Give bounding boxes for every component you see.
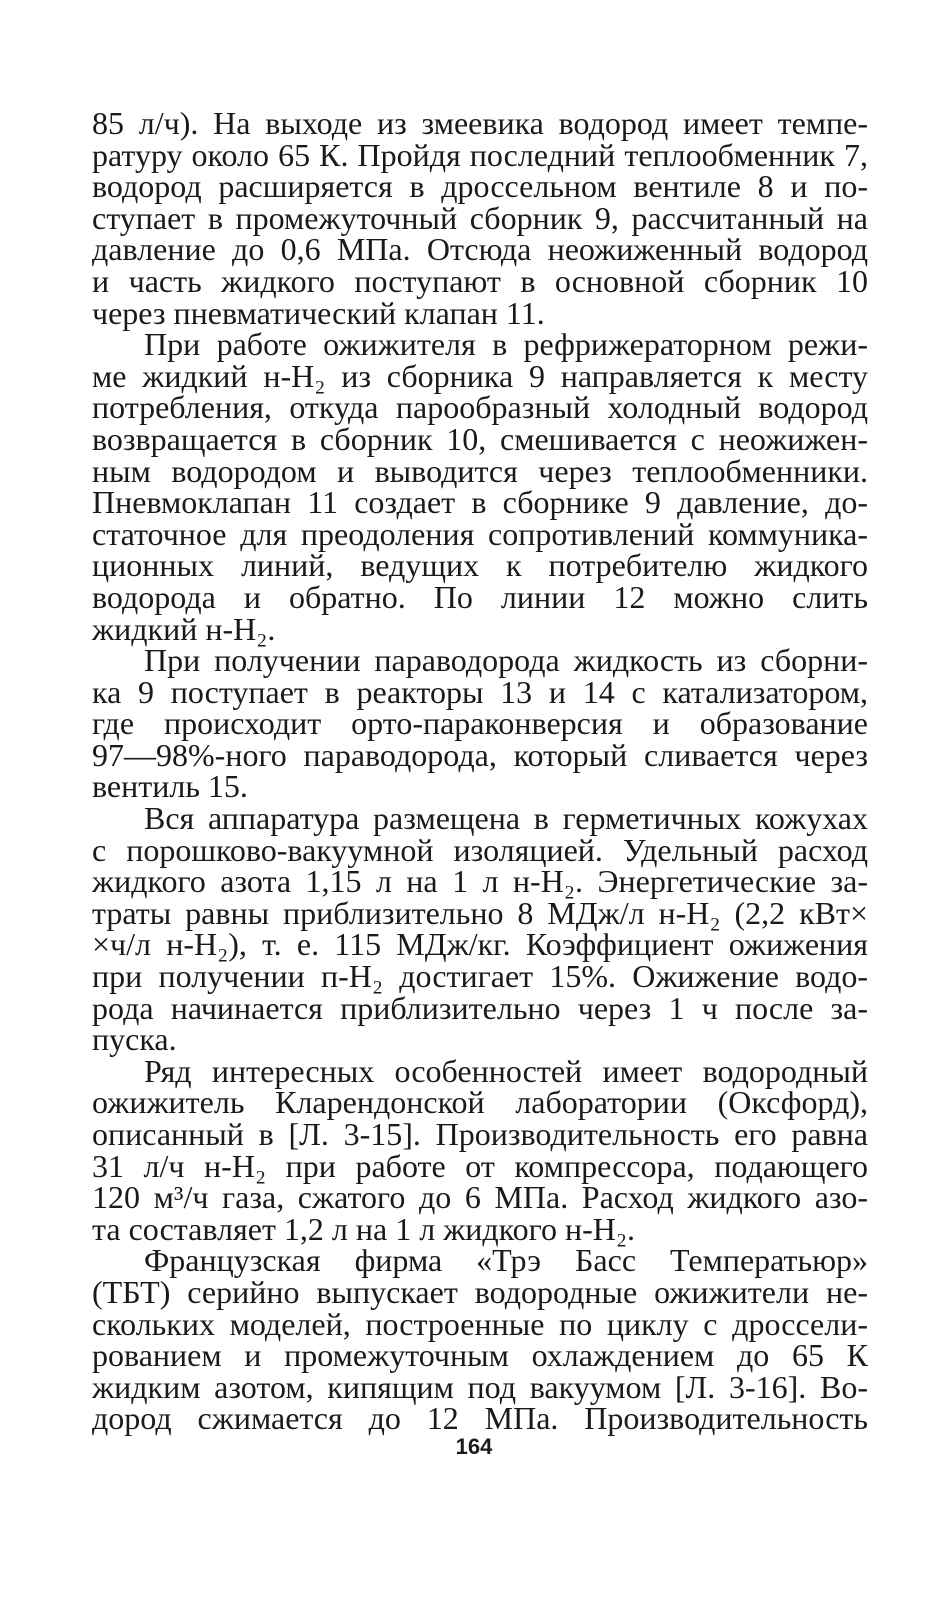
text-line: При работе ожижителя в рефрижераторном режи-	[144, 326, 868, 363]
text-line: водорода и обратно. По линии 12 можно слить	[92, 578, 868, 615]
text-line: ступает в промежуточный сборник 9, рассчитанный на	[92, 199, 868, 236]
text-line: рованием и промежуточным охлаждением до 65 К	[92, 1337, 868, 1374]
text-line: та составляет 1,2 л на 1 л жидкого н-H₂.	[92, 1210, 635, 1247]
text-line: ме жидкий н-H₂ из сборника 9 направляется к месту	[92, 357, 868, 394]
paragraph	[92, 1052, 868, 1247]
text-line: 31 л/ч н-H₂ при работе от компрессора, подающего	[92, 1147, 868, 1184]
paragraph	[92, 326, 868, 647]
text-line: Пневмоклапан 11 создает в сборнике 9 давление, до-	[92, 484, 868, 521]
text-line: статочное для преодоления сопротивлений коммуника-	[92, 515, 868, 552]
text-line: где происходит орто-параконверсия и образование	[92, 705, 868, 742]
text-line: возвращается в сборник 10, смешивается с неожижен-	[92, 420, 868, 457]
text-line: ным водородом и выводится через теплообменники.	[92, 452, 868, 489]
text-line: траты равны приблизительно 8 МДж/л н-H₂ (2,2 кВт×	[92, 894, 868, 931]
text-line: через пневматический клапан 11.	[92, 294, 545, 331]
text-line: скольких моделей, построенные по циклу с дроссели-	[92, 1305, 868, 1342]
page-number: 164	[455, 1434, 493, 1459]
paragraph	[92, 105, 868, 331]
text-line: ×ч/л н-H₂), т. е. 115 МДж/кг. Коэффициент ожижения	[92, 926, 868, 963]
text-line: описанный в [Л. 3-15]. Производительность его равна	[92, 1116, 868, 1152]
text-line: жидкий н-H₂.	[92, 610, 276, 647]
text-line: и часть жидкого поступают в основной сборник 10	[92, 262, 868, 299]
text-line: ожижитель Кларендонской лаборатории (Оксфорд),	[92, 1084, 868, 1121]
text-line: рода начинается приблизительно через 1 ч после за-	[92, 989, 868, 1026]
text-line: жидким азотом, кипящим под вакуумом [Л. 3-16]. Во-	[92, 1368, 868, 1405]
text-line: Ряд интересных особенностей имеет водородный	[144, 1052, 868, 1089]
text-line: ционных линий, ведущих к потребителю жидкого	[92, 547, 868, 584]
text-line: дород сжимается до 12 МПа. Производительность	[92, 1400, 868, 1437]
text-line: пуска.	[92, 1021, 177, 1058]
paragraph	[92, 800, 868, 1058]
paragraph	[92, 642, 868, 805]
text-line: 97—98%-ного параводорода, который сливается через	[92, 736, 868, 773]
page-body	[92, 105, 868, 1437]
text-line: потребления, откуда парообразный холодный водород	[92, 389, 868, 426]
text-line: 120 м³/ч газа, сжатого до 6 МПа. Расход жидкого азо-	[92, 1179, 868, 1216]
text-line: с порошково-вакуумной изоляцией. Удельный расход	[92, 831, 868, 868]
text-line: Вся аппаратура размещена в герметичных кожухах	[144, 800, 868, 837]
text-line: Французская фирма «Трэ Басс Температьюр»	[144, 1242, 868, 1279]
text-line: 85 л/ч). На выходе из змеевика водород имеет темпе-	[92, 105, 868, 141]
text-line: жидкого азота 1,15 л на 1 л н-H₂. Энергетические за-	[92, 863, 868, 900]
text-line: (ТБТ) серийно выпускает водородные ожижители не-	[92, 1273, 868, 1310]
paragraph	[92, 1242, 868, 1437]
text-line: ка 9 поступает в реакторы 13 и 14 с катализатором,	[92, 673, 868, 710]
text-line: При получении параводорода жидкость из сборни-	[144, 642, 868, 679]
text-line: при получении п-H₂ достигает 15%. Ожижение водо-	[92, 958, 868, 995]
text-line: ратуру около 65 К. Пройдя последний теплообменник 7,	[92, 136, 868, 173]
text-line: водород расширяется в дроссельном вентиле 8 и по-	[92, 168, 868, 205]
text-line: вентиль 15.	[92, 768, 248, 805]
text-line: давление до 0,6 МПа. Отсюда неожиженный водород	[92, 231, 868, 268]
